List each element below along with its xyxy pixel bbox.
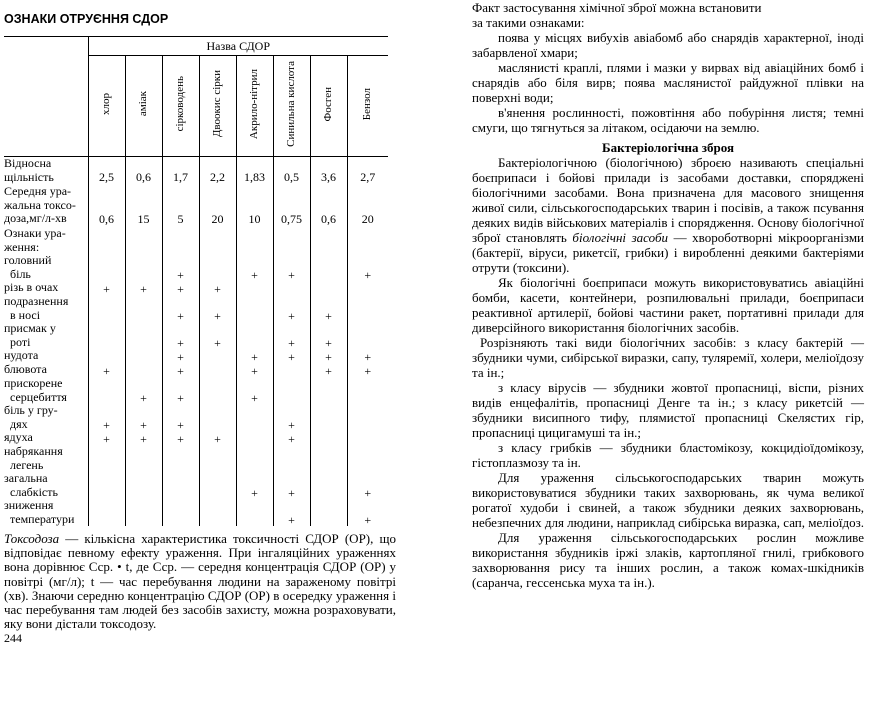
table-cell <box>236 281 273 295</box>
substance-name: Синильна кислота <box>285 61 297 147</box>
substance-header <box>125 56 162 157</box>
row-label <box>4 499 88 526</box>
table-cell: + <box>162 349 199 363</box>
table-cell <box>199 404 236 431</box>
table-cell: 15 <box>125 185 162 227</box>
row-label <box>4 377 88 404</box>
table-cell: 20 <box>347 185 388 227</box>
table-cell <box>236 431 273 445</box>
table-cell <box>310 281 347 295</box>
table-cell: + <box>273 254 310 281</box>
table-cell <box>125 295 162 322</box>
table-cell: + <box>310 349 347 363</box>
table-row <box>4 349 388 363</box>
substance-name: Фосген <box>322 86 334 122</box>
table-cell <box>199 472 236 499</box>
bio-paragraph-4: з класу вірусів — збудники жовтої пропасниці, віспи, різних видів енцефалітів, пропасниці Денге та ін.; з класу рикетсій — збудники висипного тифу, плямистої пропасниці Скелястих гір, пропасниці цицигамуші та ін.; <box>472 380 864 440</box>
table-cell <box>347 281 388 295</box>
toxodose-term: Токсодоза <box>4 531 60 546</box>
row-label-line: серцебиття <box>10 389 67 404</box>
table-cell <box>88 499 125 526</box>
table-cell <box>347 431 388 445</box>
row-label-line: доза,мг/л-хв <box>4 211 67 225</box>
table-cell: 0,75 <box>273 185 310 227</box>
table-cell: + <box>88 281 125 295</box>
row-label <box>4 157 88 186</box>
bio-paragraph-1: Бактеріологічною (біологічною) зброєю називають спеціальні боєприпаси і бойові прилади із засобами доставки, споряджені біологічними засобами. Вона призначена для масового знищення живої сили, сільськогосподарських тварин і посівів, а також псування деяких видів військових матеріалів і спорядження. Основу біологічної зброї становлять біологічні засоби — хвороботворні мікроорганізми (бактерії, віруси, рикетсії, грибки) і виробленні деякими бактеріями отрути (токсини). <box>472 155 865 275</box>
row-label-line: легень <box>10 457 44 472</box>
table-cell: 0,6 <box>310 185 347 227</box>
table-cell: 1,7 <box>162 157 199 186</box>
table-cell <box>162 499 199 526</box>
table-cell <box>236 404 273 431</box>
table-cell: + <box>162 377 199 404</box>
table-cell <box>125 499 162 526</box>
bio-paragraph-3: Розрізняють такі види біологічних засобів: з класу бактерій — збудники чуми, сибірської виразки, сапу, туляремії, холери, меліоїдозу та ін.; <box>472 335 864 380</box>
row-label-line: присмак у <box>4 321 56 335</box>
page-number: 244 <box>4 631 22 646</box>
table-cell <box>199 499 236 526</box>
table-cell: + <box>236 363 273 377</box>
row-label-line: різь в очах <box>4 280 59 294</box>
bio-paragraph-7: Для ураження сільськогосподарських рослин можливе використання збудників іржі злаків, картопляної гнилі, грибкового захворювання рису та інших рослин, а також комах-шкідників (саранча, гессенська муха та ін.). <box>472 530 864 590</box>
table-cell: + <box>199 322 236 349</box>
row-label-line: слабкість <box>10 484 58 499</box>
table-cell <box>162 227 199 254</box>
table-cell: + <box>162 322 199 349</box>
table-cell: + <box>162 431 199 445</box>
table-cell <box>236 322 273 349</box>
table-cell <box>236 499 273 526</box>
bio-term: біологічні засоби <box>572 230 668 245</box>
table-cell <box>88 254 125 281</box>
table-cell: + <box>273 322 310 349</box>
table-cell <box>273 281 310 295</box>
table-cell <box>88 322 125 349</box>
table-cell <box>310 404 347 431</box>
table-cell <box>347 377 388 404</box>
table-row <box>4 254 388 281</box>
table-cell: 5 <box>162 185 199 227</box>
table-cell <box>88 349 125 363</box>
table-cell: + <box>273 349 310 363</box>
table-cell: + <box>88 363 125 377</box>
substance-header <box>236 56 273 157</box>
table-cell: + <box>347 349 388 363</box>
table-cell <box>310 472 347 499</box>
table-cell <box>236 227 273 254</box>
row-label-line: ження: <box>4 239 40 254</box>
table-row <box>4 157 388 186</box>
substance-header <box>310 56 347 157</box>
table-cell: 2,7 <box>347 157 388 186</box>
table-row <box>4 445 388 472</box>
table-cell: + <box>125 281 162 295</box>
table-cell <box>125 349 162 363</box>
substance-header <box>199 56 236 157</box>
substance-header <box>88 56 125 157</box>
table-cell <box>199 227 236 254</box>
table-cell <box>88 295 125 322</box>
intro-line-2: за такими ознаками: <box>472 15 585 30</box>
row-label <box>4 349 88 363</box>
table-cell <box>310 227 347 254</box>
table-cell <box>88 472 125 499</box>
table-cell <box>199 254 236 281</box>
table-cell <box>125 445 162 472</box>
table-cell <box>347 322 388 349</box>
row-label <box>4 363 88 377</box>
table-cell: + <box>236 472 273 499</box>
row-label-line: ядуха <box>4 430 33 444</box>
row-label-line: Відносна щільність <box>4 156 54 184</box>
table-cell: + <box>347 472 388 499</box>
table-cell: 3,6 <box>310 157 347 186</box>
row-label <box>4 295 88 322</box>
row-label-line: набрякання <box>4 444 63 458</box>
row-label-line: загальна <box>4 471 48 485</box>
table-cell: + <box>273 295 310 322</box>
substance-name: хлор <box>100 93 112 115</box>
table-cell <box>199 349 236 363</box>
table-cell <box>273 363 310 377</box>
table-cell <box>347 227 388 254</box>
table-cell: 0,6 <box>125 157 162 186</box>
row-label <box>4 322 88 349</box>
table-cell: 0,6 <box>88 185 125 227</box>
row-label <box>4 281 88 295</box>
substance-group-header: Назва СДОР <box>88 37 388 56</box>
table-cell: + <box>199 295 236 322</box>
table-cell: 20 <box>199 185 236 227</box>
table-cell: + <box>125 431 162 445</box>
table-cell <box>125 472 162 499</box>
table-cell: + <box>310 295 347 322</box>
table-cell <box>162 472 199 499</box>
row-label-line: головний <box>4 253 52 267</box>
row-label <box>4 185 88 227</box>
row-label-line: в носі <box>10 307 41 322</box>
table-cell <box>310 254 347 281</box>
table-cell: + <box>162 404 199 431</box>
row-label <box>4 227 88 254</box>
row-label-line: прискорене <box>4 376 63 390</box>
sign-paragraph-1: поява у місцях вибухів авіабомб або снарядів характерної, іноді забарвленої хмари; <box>472 30 864 60</box>
table-cell: + <box>199 281 236 295</box>
table-cell <box>236 295 273 322</box>
substance-name: Двоокис сірки <box>211 70 223 138</box>
table-row <box>4 363 388 377</box>
table-cell <box>347 295 388 322</box>
row-label-line: біль у гру- <box>4 403 58 417</box>
table-cell: + <box>162 281 199 295</box>
sign-paragraph-2: маслянисті краплі, плями і мазки у вирвах від авіаційних бомб і снарядів або біля вирв; поява маслянистої райдужної плівки на поверхні води; <box>472 60 864 105</box>
table-cell <box>199 377 236 404</box>
right-column <box>472 0 864 590</box>
table-cell <box>273 445 310 472</box>
row-label-line: нудота <box>4 348 39 362</box>
table-row <box>4 281 388 295</box>
table-cell: + <box>125 377 162 404</box>
substance-header <box>162 56 199 157</box>
table-cell: + <box>347 254 388 281</box>
table-row <box>4 431 388 445</box>
table-cell <box>162 445 199 472</box>
table-cell: 1,83 <box>236 157 273 186</box>
table-cell <box>199 363 236 377</box>
toxodose-paragraph <box>4 532 396 631</box>
table-cell: + <box>347 499 388 526</box>
bio-paragraph-5: з класу грибків — збудники бластомікозу, кокцидіоїдомікозу, гістоплазмозу та ін. <box>472 440 864 470</box>
table-cell <box>347 445 388 472</box>
table-row <box>4 377 388 404</box>
table-cell: 0,5 <box>273 157 310 186</box>
substance-name: Бензол <box>361 87 374 121</box>
substance-name: сірководень <box>174 76 186 132</box>
toxodose-text: — кількісна характеристика токсичності СДОР (ОР), що відповідає певному ефекту ураження. При інгаляційних ураженнях вона дорівнює Сср. • t, де Сср. — середня концентрація СДОР (ОР) у повітрі (мг/л); t — час перебування людини на зараженому повітрі (хв). Знаючи середню концентрацію СДОР (ОР) в осередку ураження і час перебування там людей без засобів захисту, можна розраховувати, яку вони дістали токсодозу. <box>4 531 396 632</box>
table-row <box>4 404 388 431</box>
table-cell: 10 <box>236 185 273 227</box>
row-label <box>4 431 88 445</box>
row-label-line: блювота <box>4 362 47 376</box>
sdor-table <box>4 36 388 526</box>
row-label <box>4 254 88 281</box>
table-cell: + <box>236 377 273 404</box>
table-row <box>4 322 388 349</box>
row-label-line: дях <box>10 416 28 431</box>
table-cell <box>273 227 310 254</box>
table-heading: ОЗНАКИ ОТРУЄННЯ СДОР <box>4 12 169 26</box>
substance-header <box>347 56 388 157</box>
table-cell: + <box>236 254 273 281</box>
table-cell <box>88 227 125 254</box>
row-label <box>4 445 88 472</box>
row-label-line: Середня ура- <box>4 184 72 198</box>
table-cell: + <box>88 431 125 445</box>
table-row <box>4 227 388 254</box>
table-cell: + <box>347 363 388 377</box>
table-row <box>4 185 388 227</box>
table-row <box>4 499 388 526</box>
table-cell <box>310 445 347 472</box>
table-cell <box>125 363 162 377</box>
row-label-line: Ознаки ура- <box>4 226 66 240</box>
row-label <box>4 404 88 431</box>
substance-header <box>273 56 310 157</box>
table-cell: + <box>199 431 236 445</box>
row-label-line: біль <box>10 266 31 281</box>
row-label-line: жальна токсо- <box>4 197 76 212</box>
table-cell <box>310 499 347 526</box>
substance-name: Акрило-нітрил <box>248 68 260 140</box>
bio-paragraph-2: Як біологічні боєприпаси можуть використовуватись авіаційні бомби, касети, контейнери, розпилювальні прилади, боєприпаси реактивної артилерії, бойові частини ракет, портативні прилади для диверсійного використання біологічних засобів. <box>472 275 864 335</box>
table-cell <box>310 431 347 445</box>
row-label-line: подразнення <box>4 294 69 308</box>
row-label-line: роті <box>10 334 31 349</box>
table-cell <box>88 445 125 472</box>
table-cell <box>347 404 388 431</box>
table-cell: + <box>236 349 273 363</box>
table-cell <box>88 377 125 404</box>
row-label-line: зниження <box>4 498 54 512</box>
table-cell <box>125 322 162 349</box>
table-cell: + <box>310 322 347 349</box>
left-column <box>4 8 396 646</box>
table-cell: + <box>273 472 310 499</box>
section-title: Бактеріологічна зброя <box>601 140 735 155</box>
table-cell <box>273 377 310 404</box>
table-cell: + <box>88 404 125 431</box>
table-cell: 2,2 <box>199 157 236 186</box>
table-cell <box>125 254 162 281</box>
table-cell: + <box>273 404 310 431</box>
sign-paragraph-3: в'янення рослинності, пожовтіння або побуріння листя; темні смуги, що тягнуться за літаком, осідаючи на землю. <box>472 105 864 135</box>
table-cell <box>125 227 162 254</box>
table-cell: + <box>162 363 199 377</box>
table-cell <box>199 445 236 472</box>
bio-paragraph-6: Для ураження сільськогосподарських тварин можуть використовуватися збудники таких захворювань, як чума великої рогатої худоби і свиней, а також збудники деяких захворювань, небезпечних для людини, наприклад сибірська виразка, сап, меліоїдоз. <box>472 470 864 530</box>
table-cell: + <box>162 254 199 281</box>
table-row <box>4 295 388 322</box>
table-cell <box>236 445 273 472</box>
table-row <box>4 472 388 499</box>
table-cell: + <box>273 431 310 445</box>
row-label <box>4 472 88 499</box>
table-cell: 2,5 <box>88 157 125 186</box>
intro-line-1: Факт застосування хімічної зброї можна встановити <box>472 0 762 15</box>
table-cell: + <box>310 363 347 377</box>
table-cell <box>310 377 347 404</box>
row-label-line: температури <box>10 511 75 526</box>
substance-name: аміак <box>137 91 149 117</box>
table-cell: + <box>162 295 199 322</box>
table-cell: + <box>125 404 162 431</box>
table-cell: + <box>273 499 310 526</box>
